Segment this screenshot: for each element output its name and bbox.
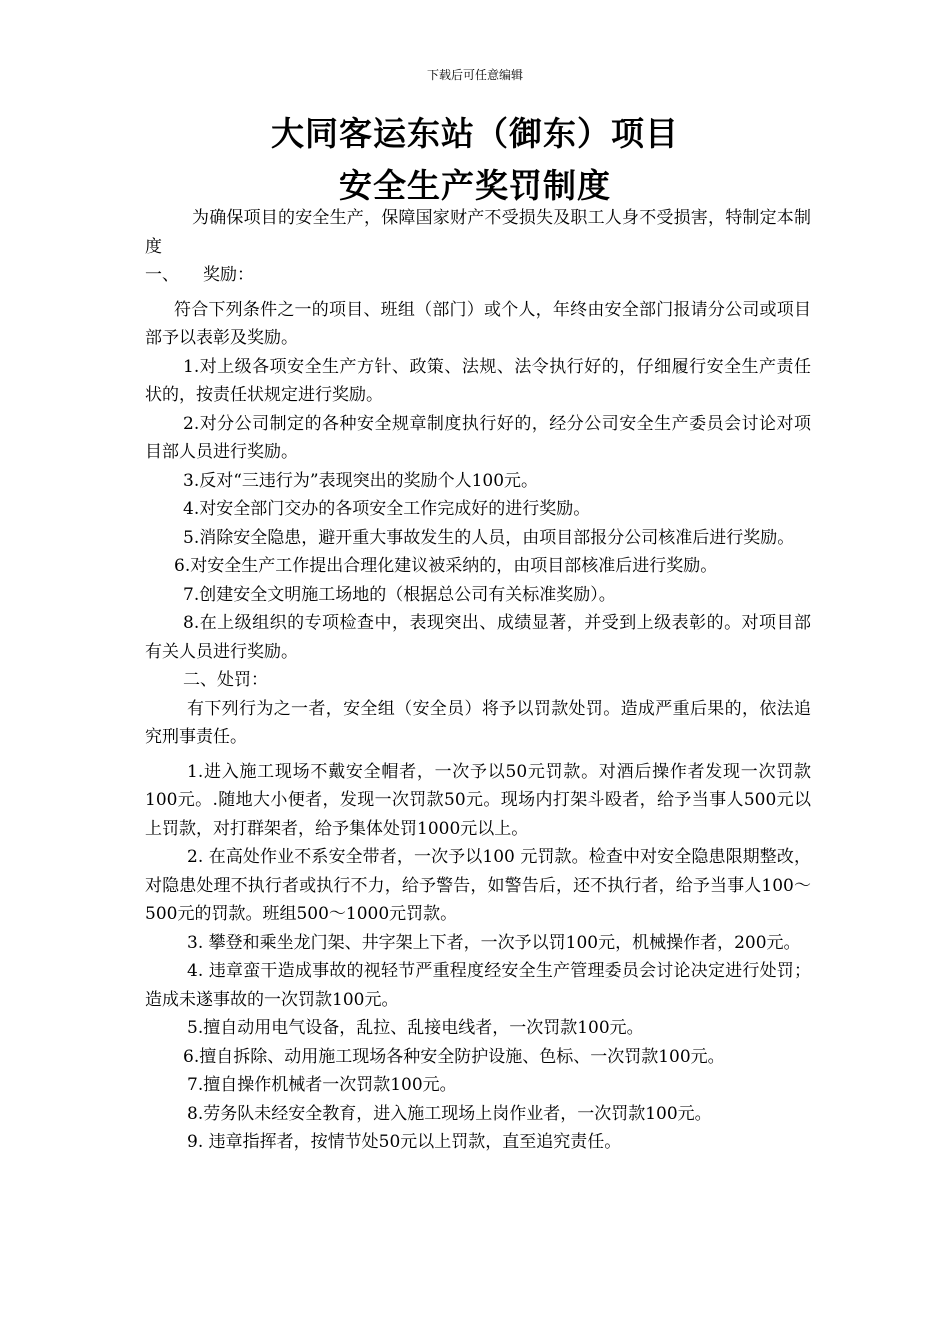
- reward-item: 6.对安全生产工作提出合理化建议被采纳的，由项目部核准后进行奖励。: [174, 556, 718, 576]
- penalty-item: 1.进入施工现场不戴安全帽者，一次予以50元罚款。对酒后操作者发现一次罚款100元。.随地大小便者，发现一次罚款50元。现场内打架斗殴者，给予当事人500元以上罚款，对打群架者，给予集体处罚1000元以上。: [145, 761, 811, 839]
- reward-item: 4.对安全部门交办的各项安全工作完成好的进行奖励。: [183, 499, 591, 519]
- section2-intro: 有下列行为之一者，安全组（安全员）将予以罚款处罚。造成严重后果的，依法追究刑事责任。: [145, 698, 811, 747]
- section1-number: 一、: [145, 265, 179, 285]
- section1-intro: 符合下列条件之一的项目、班组（部门）或个人，年终由安全部门报请分公司或项目部予以表彰及奖励。: [145, 299, 811, 348]
- intro-paragraph: 为确保项目的安全生产，保障国家财产不受损失及职工人身不受损害，特制定本制度: [145, 208, 811, 257]
- penalty-item: 7.擅自操作机械者一次罚款100元。: [187, 1075, 457, 1095]
- penalty-item: 9. 违章指挥者，按情节处50元以上罚款，直至追究责任。: [187, 1132, 622, 1152]
- penalty-item: 8.劳务队未经安全教育，进入施工现场上岗作业者，一次罚款100元。: [187, 1103, 712, 1124]
- reward-item: 5.消除安全隐患，避开重大事故发生的人员，由项目部报分公司核准后进行奖励。: [183, 527, 795, 548]
- penalty-item: 6.擅自拆除、动用施工现场各种安全防护设施、色标、一次罚款100元。: [183, 1046, 725, 1067]
- document-body: [145, 204, 811, 1157]
- section1-heading: [145, 261, 811, 290]
- document-title-line1: 大同客运东站（御东）项目: [271, 114, 679, 153]
- reward-item: 3.反对“三违行为”表现突出的奖励个人100元。: [183, 470, 539, 491]
- penalty-item: 3. 攀登和乘坐龙门架、井字架上下者，一次予以罚100元，机械操作者，200元。: [187, 932, 801, 953]
- penalty-item: 4. 违章蛮干造成事故的视轻节严重程度经安全生产管理委员会讨论决定进行处罚；造成未遂事故的一次罚款100元。: [145, 961, 811, 1010]
- reward-item: 2.对分公司制定的各种安全规章制度执行好的，经分公司安全生产委员会讨论对项目部人员进行奖励。: [145, 413, 811, 462]
- penalty-item: 5.擅自动用电气设备，乱拉、乱接电线者，一次罚款100元。: [187, 1018, 644, 1038]
- section2-heading: 二、处罚：: [183, 670, 268, 690]
- reward-item: 7.创建安全文明施工场地的（根据总公司有关标准奖励）。: [183, 584, 616, 605]
- reward-item: 1.对上级各项安全生产方针、政策、法规、法令执行好的，仔细履行安全生产责任状的，按责任状规定进行奖励。: [145, 356, 811, 405]
- document-title-line2: 安全生产奖罚制度: [339, 166, 611, 205]
- penalty-item: 2. 在高处作业不系安全带者，一次予以100 元罚款。检查中对安全隐患限期整改，对隐患处理不执行者或执行不力，给予警告，如警告后，还不执行者，给予当事人100～500元的罚款。班组500～1000元罚款。: [145, 847, 811, 924]
- reward-item: 8.在上级组织的专项检查中，表现突出、成绩显著，并受到上级表彰的。对项目部有关人员进行奖励。: [145, 613, 811, 662]
- header-note: 下载后可任意编辑: [426, 68, 523, 82]
- section1-title: 奖励：: [203, 265, 254, 285]
